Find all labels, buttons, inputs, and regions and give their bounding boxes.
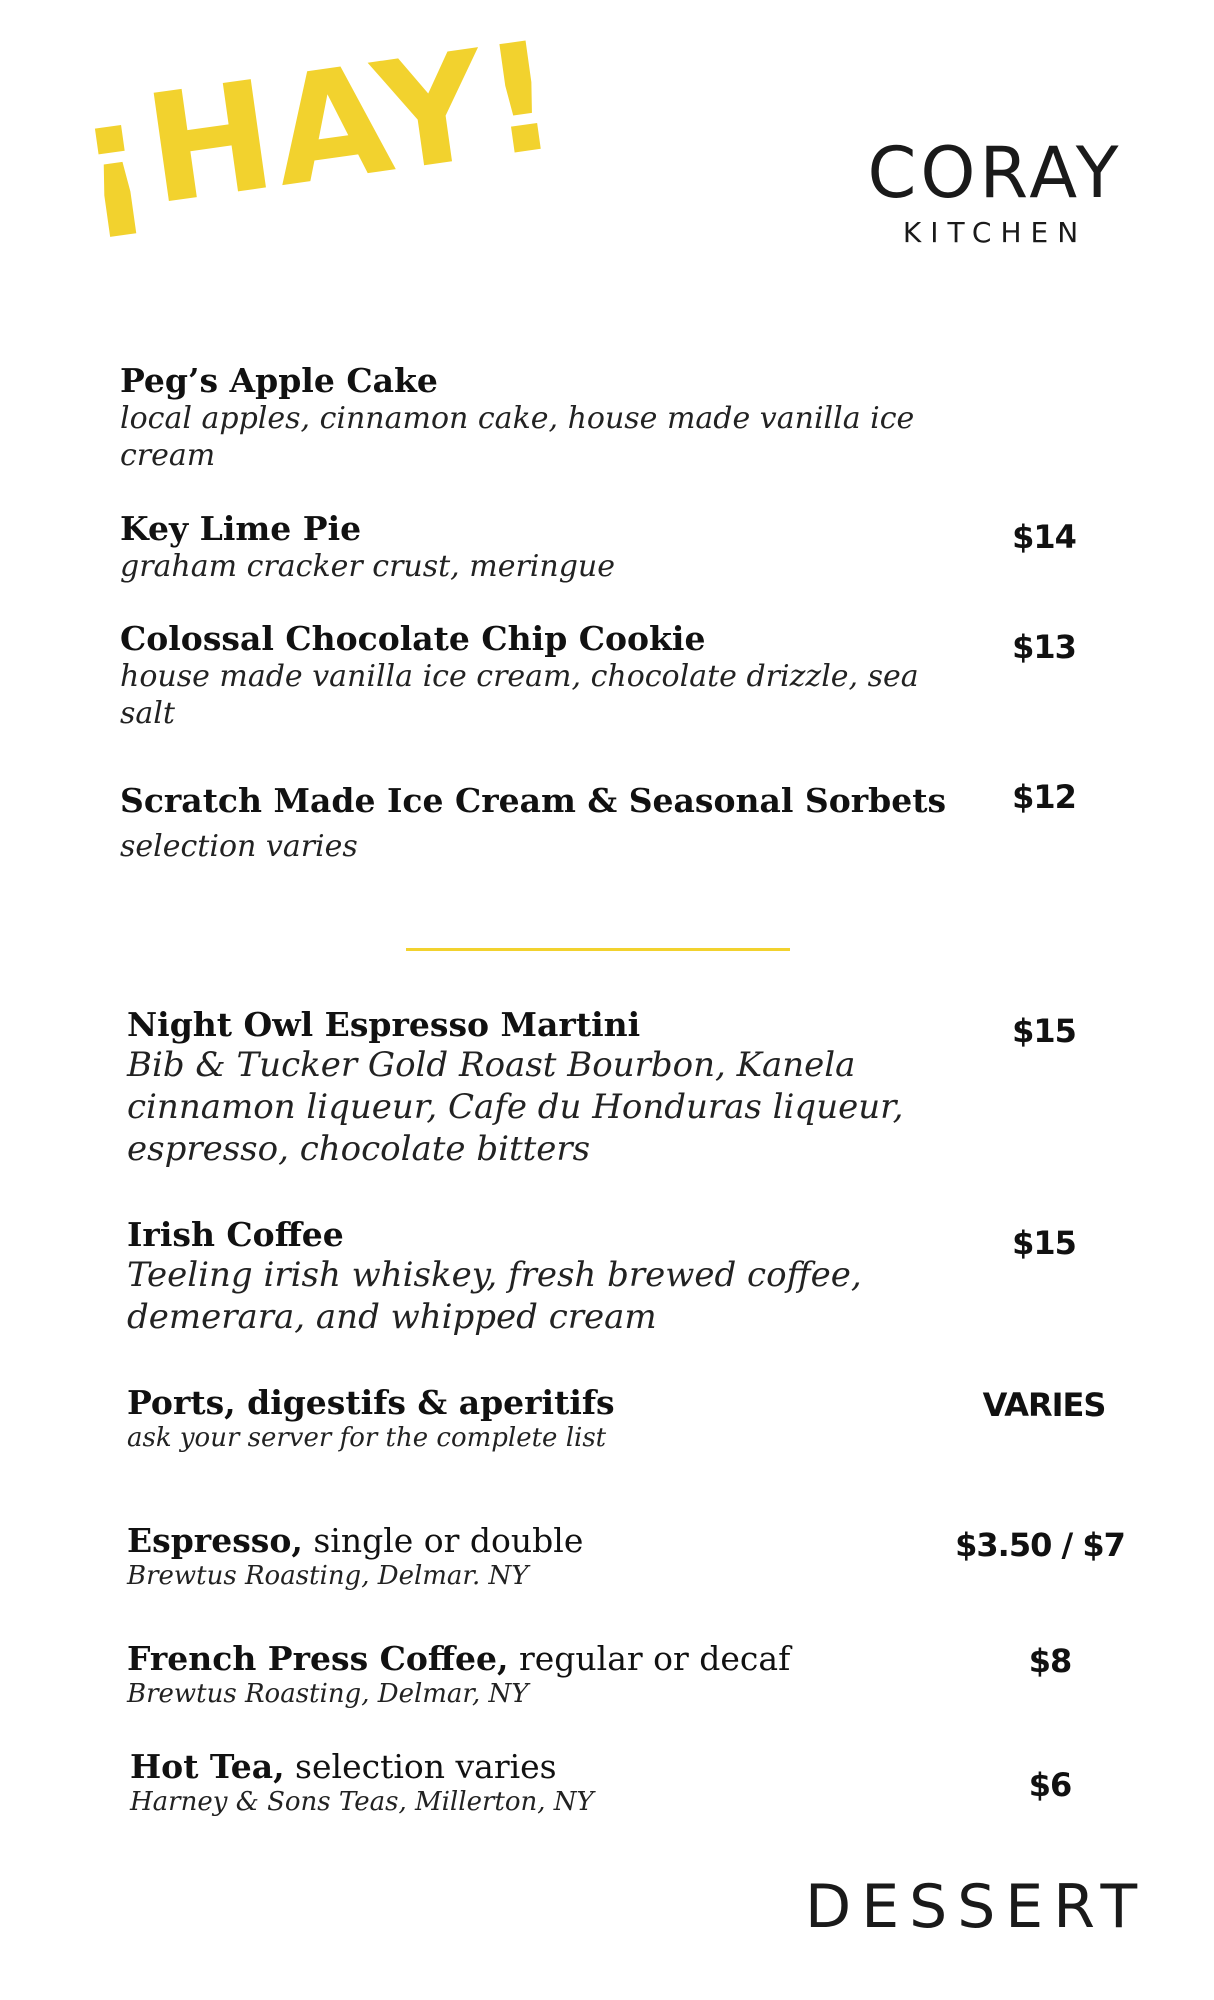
item-name-suffix: single or double xyxy=(302,1521,584,1560)
item-name-bold: French Press Coffee, xyxy=(127,1639,509,1678)
item-price: $6 xyxy=(1028,1766,1072,1804)
section-title-dessert: DESSERT xyxy=(805,1872,1148,1942)
item-name: Colossal Chocolate Chip Cookie xyxy=(120,619,706,658)
item-description: Teeling irish whiskey, fresh brewed coffee, demerara, and whipped cream xyxy=(127,1255,862,1337)
logo-main-text: CORAY xyxy=(867,132,1123,214)
item-name: Irish Coffee xyxy=(127,1215,344,1254)
item-description: graham cracker crust, meringue xyxy=(120,549,615,584)
item-name: Ports, digestifs & aperitifs xyxy=(127,1383,615,1422)
logo-sub-text: KITCHEN xyxy=(902,216,1088,249)
item-price: $15 xyxy=(1012,1012,1076,1050)
coray-kitchen-logo xyxy=(860,132,1130,249)
item-description: Harney & Sons Teas, Millerton, NY xyxy=(130,1787,594,1817)
item-price: $8 xyxy=(1028,1642,1072,1680)
item-name-bold: Hot Tea, xyxy=(130,1747,285,1786)
item-description: ask your server for the complete list xyxy=(127,1423,607,1453)
item-description: local apples, cinnamon cake, house made vanilla ice cream xyxy=(120,401,915,473)
hay-brand-text: ¡HAY! xyxy=(66,8,569,249)
item-description: house made vanilla ice cream, chocolate drizzle, sea salt xyxy=(120,659,919,731)
item-name: Scratch Made Ice Cream & Seasonal Sorbets xyxy=(120,781,947,820)
item-name-bold: Espresso, xyxy=(127,1521,303,1560)
item-name: Peg’s Apple Cake xyxy=(120,361,438,400)
menu-item-apple-cake xyxy=(120,362,1120,474)
item-description: Bib & Tucker Gold Roast Bourbon, Kanela cinnamon liqueur, Cafe du Honduras liqueur, espresso, chocolate bitters xyxy=(127,1045,904,1169)
item-price: $12 xyxy=(1012,778,1076,816)
item-description: selection varies xyxy=(120,829,358,864)
item-price: $15 xyxy=(1012,1224,1076,1262)
item-price: $14 xyxy=(1012,518,1076,556)
item-price: $3.50 / $7 xyxy=(955,1526,1125,1564)
item-name: Night Owl Espresso Martini xyxy=(127,1005,641,1044)
item-description: Brewtus Roasting, Delmar, NY xyxy=(127,1679,529,1709)
item-price: VARIES xyxy=(982,1386,1106,1424)
section-divider xyxy=(406,948,790,951)
item-name-suffix: regular or decaf xyxy=(508,1639,791,1678)
item-name: Key Lime Pie xyxy=(120,509,362,548)
item-price: $13 xyxy=(1012,628,1076,666)
item-name-suffix: selection varies xyxy=(284,1747,557,1786)
item-description: Brewtus Roasting, Delmar. NY xyxy=(127,1561,529,1591)
